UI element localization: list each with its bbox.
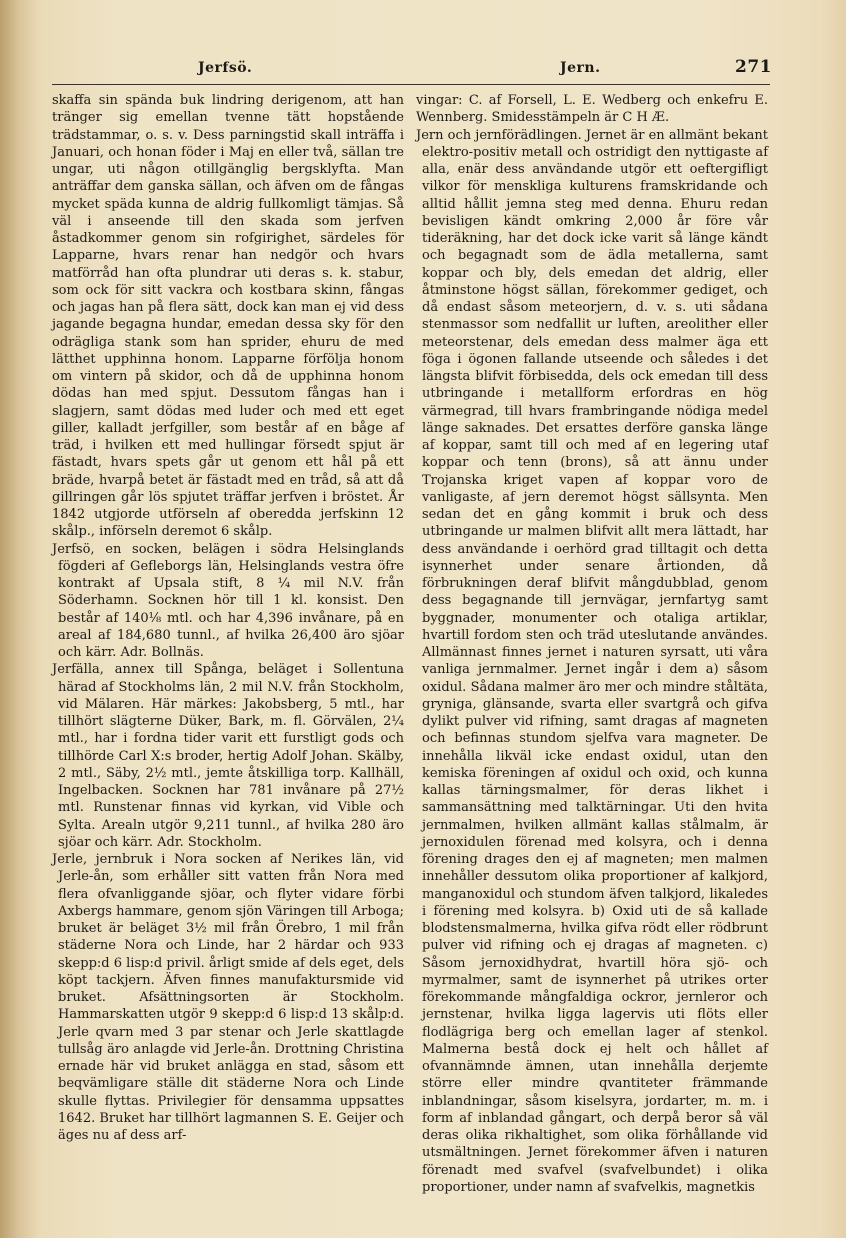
entry-jerle: Jerle, jernbruk i Nora socken af Nerikes län, vid Jerle-ån, som erhåller sitt vatten från Nora med flera ofvanliggande sjöar, och flyter vidare förbi Axbergs hammare, genom sjön Väringen till Arboga; bruket är beläget 3½ mil från Örebro, 1 mil från städerne Nora och Linde, har 2 härdar och 933 skepp:d 6 lisp:d privil. årligt smide af dels eget, dels köpt tackjern. Äfven finnes manufaktursmide vid bruket. Afsättningsorten är Stockholm. Hammarskatten utgör 9 skepp:d 6 lisp:d 13 skålp:d. Jerle qvarn med 3 par stenar och Jerle skattlagde tullsåg äro anlagde vid Jerle-ån. Drottning Christina ernade här vid bruket anlägga en stad, såsom ett beqvämligare ställe dit städerne Nora och Linde skulle flyttas. Privilegier för densamma uppsattes 1642. Bruket har tillhört lagmannen S. E. Geijer och äges nu af dess arf- [52,852,404,1143]
page-number: 271 [735,57,772,77]
header-rule [52,84,770,85]
entry-jerfso: Jerfsö, en socken, belägen i södra Helsinglands fögderi af Gefleborgs län, Helsinglands vestra öfre kontrakt af Upsala stift, 8 ¼ mil N.V. från Söderhamn. Socknen hör till 1 kl. konsist. Den består af 140⅛ mtl. och har 4,396 invånare, på en areal af 184,680 tunnl., af hvilka 26,400 äro sjöar och kärr. Adr. Bollnäs. [52,541,404,660]
entry-jerfalla: Jerfälla, annex till Spånga, beläget i Sollentuna härad af Stockholms län, 2 mil N.V. från Stockholm, vid Mälaren. Här märkes: Jakobsberg, 5 mtl., har tillhört slägterne Düker, Bark, m. fl. Görvälen, 2¼ mtl., har i fordna tider varit ett furstligt gods och tillhörde Carl X:s broder, hertig Adolf Johan. Skälby, 2 mtl., Säby, 2½ mtl., jemte åtskilliga torp. Kallhäll, Ingelbacken. Socknen har 781 invånare på 27½ mtl. Runstenar finnas vid kyrkan, vid Vible och Sylta. Arealn utgör 9,211 tunnl., af hvilka 280 äro sjöar och kärr. Adr. Stockholm. [52,662,404,850]
left-column [52,92,404,1144]
running-head-center: Jern. [560,60,601,76]
left-paragraph: skaffa sin spända buk lindring derigenom, att han tränger sig emellan tvenne tätt hopstående trädstammar, o. s. v. Dess parningstid skall inträffa i Januari, och honan föder i Maj en eller två, sällan tre ungar, uti någon otillgänglig bergsklyfta. Man anträffar dem ganska sällan, och äfven om de fångas mycket späda kunna de aldrig fullkomligt tämjas. Så väl i anseende till den skada som jerfven åstadkommer genom sin rofgirighet, särdeles för Lapparne, hvars renar han nedgör och hvars matförråd han ofta plundrar uti deras s. k. stabur, som ock för sitt vackra och kostbara skinn, fångas och jagas han på flera sätt, dock kan man ej vid dess jagande begagna hundar, emedan dessa sky för den odrägliga stank som han sprider, ehuru de med lätthet upphinna honom. Lapparne förfölja honom om vintern på skidor, och då de upphinna honom dödas han med spjut. Dessutom fångas han i slagjern, samt dödas med luder och med ett eget giller, kalladt jerfgiller, som består af en båge af träd, i hvilken ett med hullingar försedt spjut är fästadt, hvars spets går ut genom ett hål på ett bräde, hvarpå betet är fästadt med en tråd, så att då gillringen går lös spjutet träffar jerfven i bröstet. År 1842 utgjorde utförseln af oberedda jerfskinn 12 skålp., införseln deremot 6 skålp. [52,93,404,540]
right-paragraph: vingar: C. af Forsell, L. E. Wedberg och enkefru E. Wennberg. Smidesstämpeln är C H Æ. [416,93,768,126]
right-column [416,92,768,1196]
entry-jern: Jern och jernförädlingen. Jernet är en allmänt bekant elektro-positiv metall och ostridigt den nyttigaste af alla, enär dess användande utgör ett oeftergifligt vilkor för menskliga kulturens framskridande och alltid hållit jemna steg med denna. Ehuru redan bevisligen kändt omkring 2,000 år före vår tideräkning, har det dock icke varit så länge kändt och begagnadt som de ädla metallerna, samt koppar och bly, dels emedan det aldrig, eller åtminstone högst sällan, förekommer gediget, och då endast såsom meteorjern, d. v. s. uti sådana stenmassor som nedfallit ur luften, areolither eller meteorstenar, dels emedan dess malmer äga ett föga i ögonen fallande utseende och således i det längsta blifvit förbisedda, dels ock emedan till dess utbringande i metallform erfordras en hög värmegrad, till hvars frambringande nödiga medel länge saknades. Det ersattes derföre ganska länge af koppar, samt till och med af en legering utaf koppar och tenn (brons), så att ännu under Trojanska kriget vapen af koppar voro de vanligaste, af jern deremot högst sällsynta. Men sedan det en gång kommit i bruk och dess utbringande ur malmen blifvit allt mera lättadt, har dess användande i oerhörd grad tilltagit och detta isynnerhet under senare årtionden, då förbrukningen deraf blifvit mångdubblad, genom dess begagnande till jernvägar, jernfartyg samt byggnader, monumenter och otaliga artiklar, hvartill fordom sten och träd uteslutande användes. Allmännast finnes jernet i naturen syrsatt, uti våra vanliga jernmalmer. Jernet ingår i dem a) såsom oxidul. Sådana malmer äro mer och mindre ståltäta, gryniga, glänsande, svarta eller svartgrå och gifva dylikt pulver vid rifning, samt dragas af magneten och befinnas stundom sjelfva vara magneter. De innehålla likväl icke endast oxidul, utan den kemiska föreningen af oxidul och oxid, och kunna kallas tärningsmalmer, för deras likhet i sammansättning med talktärningar. Uti den hvita jernmalmen, hvilken allmänt kallas stålmalm, är jernoxidulen förenad med kolsyra, och i denna förening drages den ej af magneten; men malmen innehåller dessutom olika proportioner af kalkjord, manganoxidul och stundom äfven talkjord, likaledes i förening med kolsyra. b) Oxid uti de så kallade blodstensmalmerna, hvilka gifva rödt eller rödbrunt pulver vid rifning och ej dragas af magneten. c) Såsom jernoxidhydrat, hvartill höra sjö- och myrmalmer, samt de isynnerhet på utrikes orter förekommande mångfaldiga ockror, jernleror och jernstenar, hvilka ligga lagervis uti flöts eller flodlägriga berg och emellan lager af stenkol. Malmerna bestå dock ej helt och hållet af ofvannämnde ämnen, utan innehålla derjemte större eller mindre qvantiteter främmande inblandningar, såsom kiselsyra, jordarter, m. m. i form af inblandad gångart, och derpå beror så väl deras olika rikhaltighet, som olika förhållande vid utsmältningen. Jernet förekommer äfven i naturen förenadt med svafvel (svafvelbundet) i olika proportioner, under namn af svafvelkis, magnetkis [416,127,768,1195]
running-head-left: Jerfsö. [198,60,253,76]
